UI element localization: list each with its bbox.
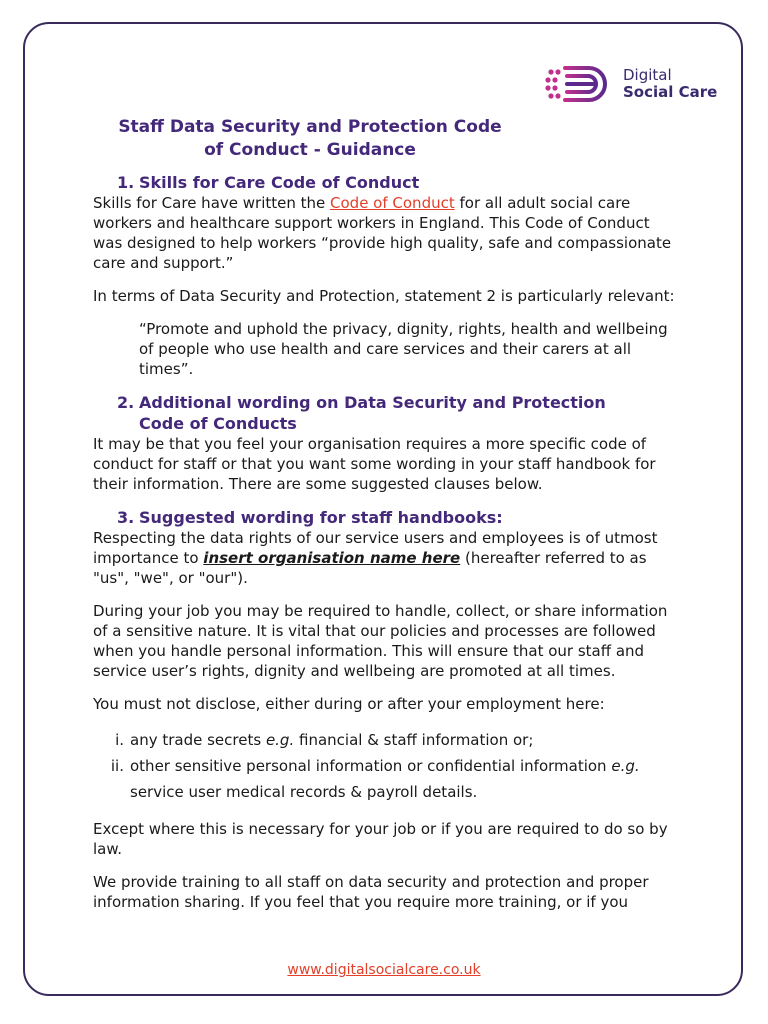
logo-text-digital: Digital (623, 66, 672, 84)
section-2-heading (117, 392, 678, 434)
section-3-heading (117, 507, 678, 528)
s3p1-text-after: (hereafter referred to as "us", "we", or "our"). (93, 549, 647, 587)
footer-website-link[interactable]: www.digitalsocialcare.co.uk (287, 962, 481, 978)
logo-text (623, 67, 717, 101)
s1p1-text-before: Skills for Care have written the (93, 194, 331, 212)
list-item-text: other sensitive personal information or confidential information (130, 757, 612, 775)
section-1-paragraph-1 (93, 193, 678, 273)
section-3-paragraph-2: During your job you may be required to handle, collect, or share information of a sensitive nature. It is vital that our policies and processes are followed when you handle personal information. This will ensure that our staff and service user’s rights, dignity and wellbeing are promoted at all times. (93, 602, 668, 680)
disclosure-list (93, 727, 678, 805)
title-line-2: of Conduct - Guidance (204, 140, 416, 160)
organisation-name-placeholder: insert organisation name here (203, 549, 461, 567)
section-2-paragraph-1: It may be that you feel your organisation requires a more specific code of conduct for staff or that you want some wording in your staff handbook for their information. There are some suggested clauses below. (93, 435, 656, 493)
code-of-conduct-link[interactable]: Code of Conduct (330, 194, 455, 212)
section-1-heading (117, 172, 678, 193)
section-3-paragraph-5: We provide training to all staff on data security and protection and proper information sharing. If you feel that you require more training, or if you (93, 873, 649, 911)
list-item-text-after: financial & staff information or; (294, 731, 534, 749)
section-2-heading-wrap (93, 392, 678, 434)
section-2-heading-line-1: Additional wording on Data Security and Protection (139, 393, 606, 412)
section-1-heading-wrap (93, 172, 678, 193)
document-title (90, 116, 530, 162)
list-item-text-after: service user medical records & payroll details. (130, 783, 478, 801)
digital-social-care-logo (545, 60, 725, 108)
list-item-text: any trade secrets (130, 731, 266, 749)
section-2-heading-line-2: Code of Conducts (139, 414, 297, 433)
section-2-number: 2. (117, 393, 135, 412)
logo-text-social-care: Social Care (623, 83, 718, 101)
title-line-1: Staff Data Security and Protection Code (118, 117, 502, 137)
section-3-paragraph-4: Except where this is necessary for your job or if you are required to do so by law. (93, 820, 668, 858)
list-item-eg: e.g. (265, 731, 295, 749)
section-3-paragraph-1 (93, 528, 678, 588)
document-body (93, 172, 678, 912)
section-1-heading-text: Skills for Care Code of Conduct (139, 173, 420, 192)
section-3-number: 3. (117, 508, 135, 527)
list-item-number: ii. (110, 757, 124, 775)
list-item-number: i. (115, 731, 124, 749)
logo-mark-icon (545, 62, 615, 106)
s3p1-text-before: Respecting the data rights of our service users and employees is of utmost importance to (93, 529, 658, 567)
list-item-eg: e.g. (611, 757, 640, 775)
s1p1-text-after: for all adult social care workers and healthcare support workers in England. This Code of Conduct was designed to help workers “provide high quality, safe and compassionate care and support.” (93, 194, 672, 272)
section-3-heading-text: Suggested wording for staff handbooks: (139, 508, 503, 527)
list-item (93, 753, 678, 805)
list-item (93, 727, 678, 753)
section-3-heading-wrap (93, 507, 678, 528)
section-1-number: 1. (117, 173, 135, 192)
section-1-paragraph-2: In terms of Data Security and Protection, statement 2 is particularly relevant: (93, 287, 675, 305)
statement-2-quote: “Promote and uphold the privacy, dignity, rights, health and wellbeing of people who use health and care services and their carers at all times”. (139, 320, 668, 378)
section-3-paragraph-3: You must not disclose, either during or after your employment here: (93, 695, 605, 713)
